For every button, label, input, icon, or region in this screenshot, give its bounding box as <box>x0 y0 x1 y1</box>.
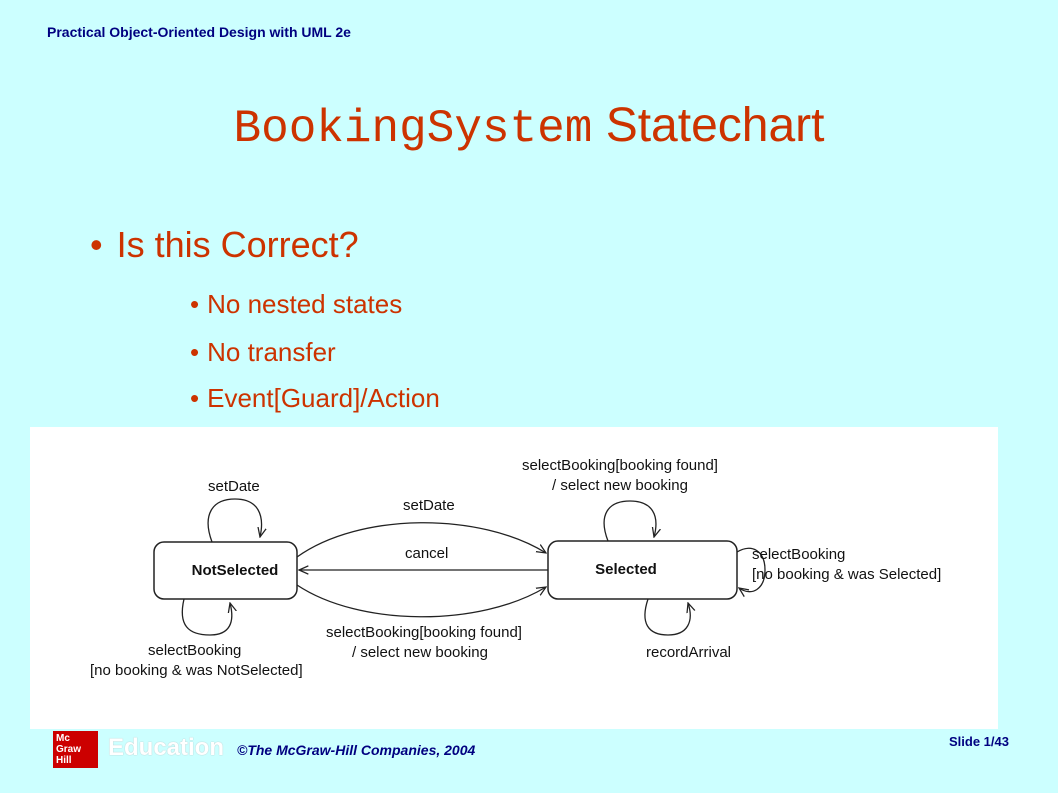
bullet-dot-icon: • <box>190 383 200 413</box>
logo-line: Graw <box>56 744 82 755</box>
label-top-arc: setDate <box>403 497 455 514</box>
label-right-self-right-2: [no booking & was Selected] <box>752 566 942 583</box>
education-wordmark: Education <box>108 734 225 761</box>
label-left-self-bottom-1: selectBooking <box>148 642 242 659</box>
label-right-self-top-2: / select new booking <box>552 477 688 494</box>
course-title: Practical Object-Oriented Design with UML 2e <box>47 24 351 40</box>
slide-title <box>0 98 1058 155</box>
label-bottom-arc-2: / select new booking <box>352 644 488 661</box>
copyright-text: ©The McGraw-Hill Companies, 2004 <box>237 742 476 758</box>
bullet-dot-icon: • <box>190 289 200 319</box>
statechart-diagram <box>30 427 998 729</box>
label-left-self-top: setDate <box>208 478 260 495</box>
transition-left-self-bottom <box>182 599 232 635</box>
slide-number: Slide 1/43 <box>949 734 1009 749</box>
bullet-dot-icon: • <box>90 224 103 265</box>
logo-line: Mc <box>56 733 70 744</box>
label-left-self-bottom-2: [no booking & was NotSelected] <box>90 662 303 679</box>
sub-bullet-text: No transfer <box>207 337 336 367</box>
state-selected-label: Selected <box>595 561 657 578</box>
statechart-svg <box>30 427 998 729</box>
transition-right-self-bottom <box>645 599 690 635</box>
sub-bullet <box>190 289 402 320</box>
main-bullet-text: Is this Correct? <box>116 224 359 265</box>
title-class-name: BookingSystem <box>233 103 593 155</box>
label-bottom-arc-1: selectBooking[booking found] <box>326 624 522 641</box>
transition-selectbooking-arc <box>297 585 546 617</box>
sub-bullet <box>190 337 336 368</box>
transition-left-self-top <box>208 499 261 542</box>
label-right-self-right-1: selectBooking <box>752 546 846 563</box>
label-middle: cancel <box>405 545 449 562</box>
label-right-self-bottom: recordArrival <box>646 644 732 661</box>
logo-line: Hill <box>56 755 72 766</box>
bullet-dot-icon: • <box>190 337 200 367</box>
sub-bullet-text: Event[Guard]/Action <box>207 383 440 413</box>
label-right-self-top-1: selectBooking[booking found] <box>522 457 718 474</box>
transition-right-self-top <box>604 501 656 541</box>
main-bullet <box>90 224 359 266</box>
state-notselected-label: NotSelected <box>191 562 279 579</box>
sub-bullet-text: No nested states <box>207 289 403 319</box>
title-suffix: Statechart <box>605 99 825 152</box>
sub-bullet <box>190 383 440 414</box>
mcgraw-hill-logo <box>53 731 98 768</box>
